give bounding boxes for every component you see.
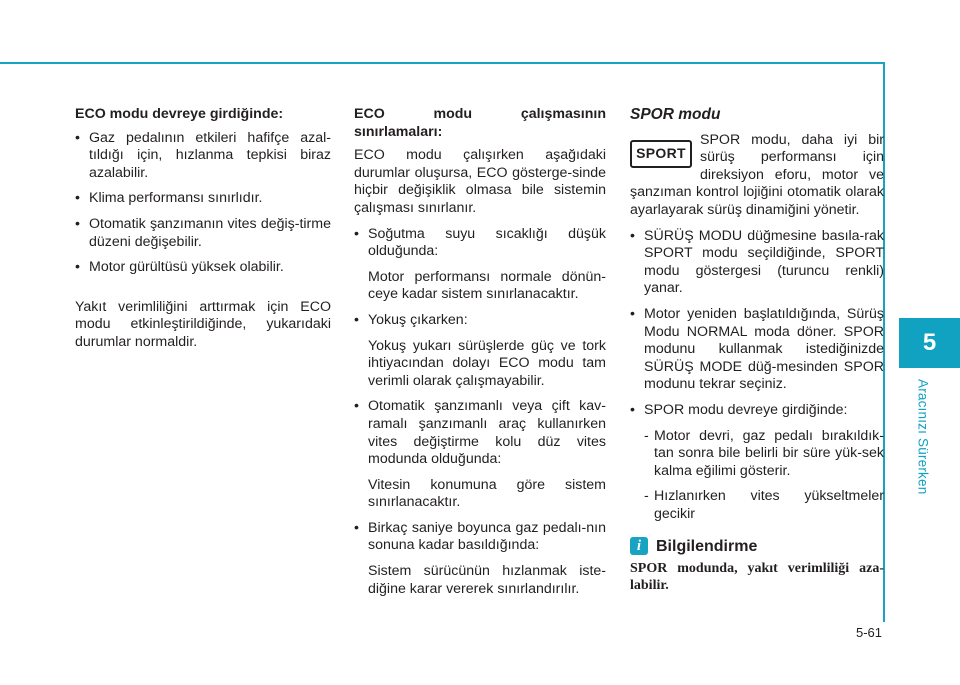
column-eco-limits (354, 106, 606, 606)
body-paragraph: ECO modu çalışırken aşağıdaki durumlar oluşursa, ECO gösterge-sinde hiçbir değişiklik olmasa bile sistemin çalışması sınırlanır. (354, 147, 606, 216)
chapter-tab (899, 318, 960, 368)
section-title: SPOR modu (630, 106, 721, 123)
list-item: • Klima performansı sınırlıdır. (75, 190, 331, 208)
dash-item: - Hızlanırken vites yükseltmeler gecikir (630, 488, 884, 523)
body-paragraph: Yakıt verimliliğini arttırmak için ECO modu etkinleştirildiğinde, yukarıdaki durumlar normaldir. (75, 298, 331, 350)
section-heading: ECO modu devreye girdiğinde: (75, 106, 284, 122)
info-title: Bilgilendirme (656, 537, 758, 555)
sport-indicator-icon: SPORT (630, 140, 692, 168)
list-item-detail: Yokuş yukarı sürüşlerde güç ve tork ihtiyacından dolayı ECO modu tam verimli olarak çalışmayabilir. (368, 337, 606, 389)
list-item: • Otomatik şanzımanın vites değiş-tirme düzeni değişebilir. (75, 216, 331, 251)
info-box-header (630, 537, 884, 555)
list-item: • Yokuş çıkarken: (354, 312, 606, 330)
list-item: • Soğutma suyu sıcaklığı düşük olduğunda: (354, 226, 606, 261)
info-text: SPOR modunda, yakıt verimliliği aza-labilir. (630, 561, 884, 593)
chapter-number: 5 (922, 329, 937, 356)
list-item-detail: Sistem sürücünün hızlanmak iste-diğine karar vererek sınırlandırılır. (368, 563, 606, 597)
list-item: • Birkaç saniye boyunca gaz pedalı-nın sonuna kadar basıldığında: (354, 520, 606, 555)
list-item: • SÜRÜŞ MODU düğmesine basıla-rak SPORT modu seçildiğinde, SPORT modu göstergesi (turuncu renkli) yanar. (630, 228, 884, 298)
list-item: • Motor yeniden başlatıldığında, Sürüş Modu NORMAL moda döner. SPOR modunu kullanmak istediğinizde SÜRÜŞ MODE düğ-mesinden SPOR modunu tekrar seçiniz. (630, 306, 884, 394)
list-item-detail: Motor performansı normale dönün-ceye kadar sistem sınırlanacaktır. (368, 268, 606, 303)
sport-intro (630, 132, 884, 228)
section-heading: ECO modu çalışmasının sınırlamaları: (354, 106, 606, 140)
list-item-detail: Vitesin konumuna göre sistem sınırlanacaktır. (368, 476, 606, 511)
chapter-label: Aracınızı Sürerken (915, 379, 931, 495)
dash-item: - Motor devri, gaz pedalı bırakıldık-tan sonra bile belirli bir süre yük-sek kalma eğilimi gösterir. (630, 428, 884, 481)
page-number: 5-61 (855, 625, 882, 640)
header-rule (0, 62, 884, 64)
list-item: • Gaz pedalının etkileri hafifçe azal-tıldığı için, hızlanma tepkisi biraz azalabilir. (75, 130, 331, 183)
list-item: • SPOR modu devreye girdiğinde: (630, 402, 884, 420)
body-paragraph: SPOR modu, daha iyi bir sürüş performansı için direksiyon eforu, motor ve şanzıman kontrol lojiğini otomatik olarak ayarlayarak sürüş dinamiğini yönetir. (630, 131, 884, 218)
info-icon: i (630, 537, 648, 555)
column-sport-mode (630, 106, 884, 602)
list-item: • Motor gürültüsü yüksek olabilir. (75, 259, 331, 277)
column-eco-active (75, 106, 331, 360)
list-item: • Otomatik şanzımanlı veya çift kav-ramalı şanzımanlı araç kullanırken vites değiştirme kolu düz vites modunda olduğunda: (354, 398, 606, 468)
